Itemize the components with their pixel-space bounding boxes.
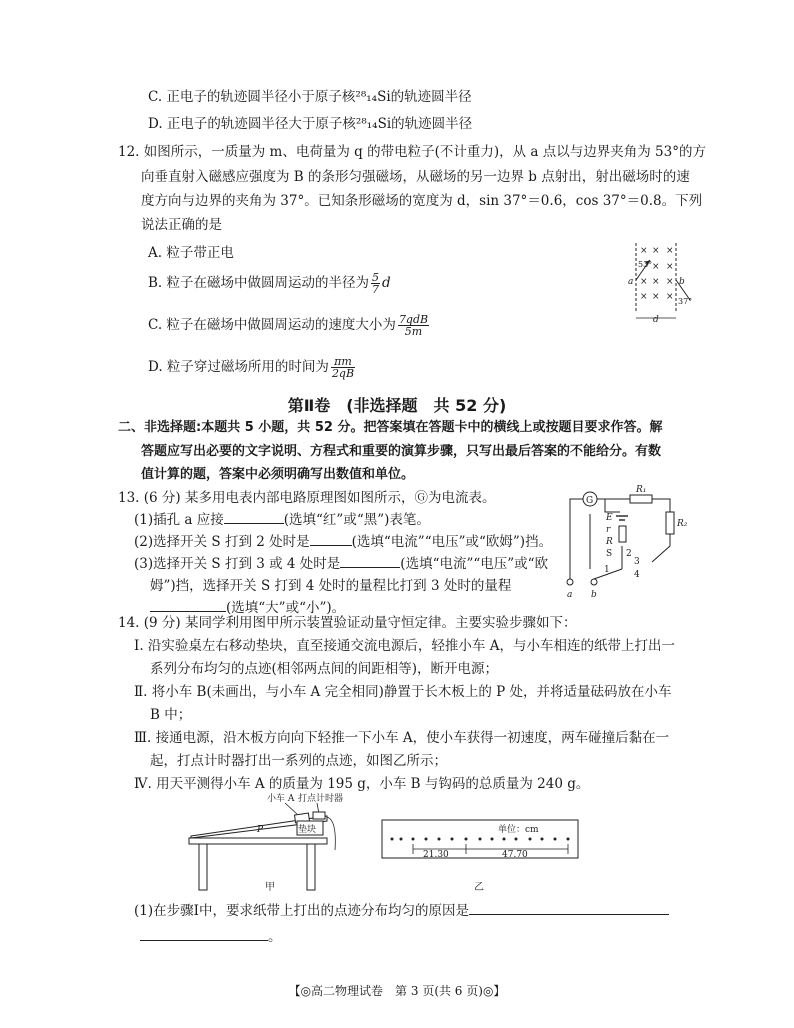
- cross-mark: ×: [652, 246, 660, 256]
- wire-to-contact-4: [652, 534, 670, 562]
- fraction-numerator: 7qdB: [398, 313, 429, 326]
- tape-dot: [400, 838, 403, 841]
- tape-dot: [554, 838, 557, 841]
- unit-label: 单位：cm: [498, 825, 539, 835]
- paper-tape-icon: [327, 817, 335, 850]
- angle-53-label: 53°: [638, 260, 653, 269]
- contact-3-label: 3: [634, 557, 640, 567]
- q12-option-c-fraction: [398, 314, 429, 337]
- tape-dot: [541, 838, 544, 841]
- cross-mark: ×: [666, 277, 674, 287]
- tape-dot: [479, 838, 482, 841]
- width-d-label: d: [653, 315, 659, 325]
- cross-mark: ×: [640, 292, 648, 302]
- timer-icon: [313, 812, 325, 819]
- q14-part1: [134, 902, 669, 920]
- contact-1-label: 1: [604, 565, 610, 575]
- table-leg-right: [307, 844, 315, 890]
- jack-a-label: a: [567, 590, 573, 600]
- cross-mark: ×: [652, 277, 660, 287]
- table-top: [189, 838, 327, 844]
- point-a-label: a: [628, 277, 634, 287]
- q14-step3-line1: Ⅲ. 接通电源，沿木板方向向下轻推一下小车 A，使小车获得一初速度，两车碰撞后黏在一: [134, 730, 670, 746]
- tape-dot: [412, 838, 415, 841]
- wire-battery: [605, 499, 620, 512]
- q13-answer-blank-2[interactable]: [310, 545, 352, 546]
- q14-step4: Ⅳ. 用天平测得小车 A 的质量为 195 g，小车 B 与钩码的总质量为 240 g。: [134, 776, 590, 792]
- q13-part1-text: (1)插孔 a 应接: [134, 512, 224, 528]
- timer-label: 打点计时器: [298, 794, 344, 804]
- q12-stem-line2: 向垂直射入磁感应强度为 B 的条形匀强磁场，从磁场的另一边界 b 点射出，射出磁场时的速: [141, 169, 690, 185]
- segment-2-length: 47.70: [502, 850, 528, 860]
- tape-dot: [503, 838, 506, 841]
- fraction-numerator: 5: [372, 271, 380, 284]
- q13-answer-blank-1[interactable]: [224, 523, 284, 524]
- internal-resistance-label: r: [606, 525, 611, 535]
- pad-block-label: 垫块: [298, 825, 317, 835]
- resistor-r2-icon: [666, 512, 674, 534]
- q12-option-c-text: C. 粒子在磁场中做圆周运动的速度大小为: [148, 317, 396, 333]
- section-2-instructions-line3: 值计算的题，答案中必须明确写出数值和单位。: [141, 467, 415, 482]
- q12-option-b-fraction: [371, 272, 380, 295]
- q14-answer-blank-1b[interactable]: [140, 940, 268, 941]
- q13-multimeter-circuit-diagram: [560, 484, 695, 602]
- cross-mark: ×: [666, 292, 674, 302]
- cross-mark: ×: [666, 246, 674, 256]
- cross-mark: ×: [666, 262, 674, 272]
- q13-part3-text: (3)选择开关 S 打到 3 或 4 处时是: [134, 556, 341, 572]
- figure-yi-caption: 乙: [474, 882, 484, 893]
- q12-option-d-text: D. 粒子穿过磁场所用的时间为: [148, 359, 329, 375]
- car-leader-line: [285, 803, 297, 814]
- q12-option-c: [148, 312, 431, 338]
- q12-option-d: [148, 354, 357, 380]
- field-crosses: [640, 246, 674, 302]
- q13-part3: [134, 555, 548, 573]
- q13-part3-line2: 姆”)挡，选择开关 S 打到 4 处时的量程比打到 3 处时的量程: [150, 578, 512, 594]
- q12-stem-line1: 12. 如图所示，一质量为 m、电荷量为 q 的带电粒子(不计重力)，从 a 点以与边界夹角为 53°的方: [118, 144, 706, 160]
- contact-2-label: 2: [626, 549, 632, 559]
- tape-dot: [529, 838, 532, 841]
- resistor-r2-label: R₂: [677, 519, 688, 529]
- q12-option-b-text: B. 粒子在磁场中做圆周运动的半径为: [148, 275, 370, 291]
- q14-step2-line2: B 中；: [150, 707, 192, 723]
- cross-mark: ×: [652, 262, 660, 272]
- cross-mark: ×: [640, 246, 648, 256]
- q13-answer-blank-3[interactable]: [340, 567, 400, 568]
- q13-part1: [134, 511, 430, 529]
- q13-part1-options: (选填“红”或“黑”)表笔。: [283, 512, 430, 528]
- q12-option-b: [148, 270, 391, 296]
- section-2-instructions-line2: 答题应写出必要的文字说明、方程式和重要的演算步骤，只写出最后答案的不能给分。有数: [141, 444, 662, 459]
- q14-part1-continued: [140, 928, 282, 946]
- q14-step1-line1: Ⅰ. 沿实验桌左右移动垫块，直至接通交流电源后，轻推小车 A，与小车相连的纸带上打出一: [134, 638, 675, 654]
- position-p-label: P: [257, 825, 264, 835]
- jack-b-label: b: [591, 590, 597, 600]
- q13-part3-line3-text: (选填“大”或“小”)。: [226, 600, 346, 616]
- table-leg-left: [199, 844, 207, 890]
- tape-dot: [465, 838, 468, 841]
- segment-1-length: 21.30: [423, 850, 449, 860]
- page-footer: 【◎高二物理试卷 第 3 页(共 6 页)◎】: [288, 984, 506, 998]
- wire-right-top: [652, 499, 670, 512]
- q13-part3-options: (选填“电流”“电压”或“欧: [400, 556, 549, 572]
- tape-dot: [391, 838, 394, 841]
- jack-a-icon: [567, 579, 573, 585]
- emf-label: E: [606, 513, 613, 523]
- switch-label: S: [606, 549, 613, 559]
- tape-dot: [515, 838, 518, 841]
- q14-part1-text: (1)在步骤Ⅰ中，要求纸带上打出的点迹分布均匀的原因是: [134, 903, 469, 919]
- tape-dot: [438, 838, 441, 841]
- resistor-r1-label: R₁: [636, 485, 647, 495]
- q14-step2-line1: Ⅱ. 将小车 B(未画出，与小车 A 完全相同)静置于长木板上的 P 处，并将适量砝码放在小车: [134, 684, 672, 700]
- point-b-label: b: [679, 277, 685, 287]
- q12-magnetic-field-diagram: [620, 240, 700, 325]
- q11-option-c: C. 正电子的轨迹圆半径小于原子核²⁸₁₄Si的轨迹圆半径: [148, 89, 472, 105]
- rheostat-icon: [619, 526, 626, 542]
- q12-option-a: A. 粒子带正电: [148, 245, 234, 261]
- section-2-instructions-line1: 二、非选择题:本题共 5 小题，共 52 分。把答案填在答题卡中的横线上或按题目要求作答。解: [118, 420, 663, 435]
- jack-b-icon: [591, 579, 597, 585]
- q14-step1-line2: 系列分布均匀的点迹(相邻两点间的间距相等)，断开电源；: [150, 661, 499, 677]
- tape-dot: [451, 838, 454, 841]
- angle-37-label: 37°: [678, 297, 693, 306]
- q11-option-d: D. 正电子的轨迹圆半径大于原子核²⁸₁₄Si的轨迹圆半径: [148, 116, 473, 132]
- tape-dot: [425, 838, 428, 841]
- cross-mark: ×: [640, 277, 648, 287]
- q12-option-d-fraction: [331, 356, 355, 379]
- q14-tape-diagram: [380, 818, 580, 902]
- q12-stem-line3: 度方向与边界的夹角为 37°。已知条形磁场的宽度为 d，sin 37°＝0.6，cos 37°＝0.8。下列: [141, 193, 703, 209]
- wire-left: [570, 499, 583, 579]
- q14-answer-blank-1[interactable]: [469, 914, 669, 915]
- galvanometer-label: G: [586, 496, 594, 506]
- tape-dot: [567, 838, 570, 841]
- resistor-r1-icon: [630, 495, 652, 503]
- q12-option-b-var: d: [382, 275, 391, 291]
- fraction-denominator: 7: [372, 283, 380, 296]
- q14-stem: 14. (9 分) 某同学利用图甲所示装置验证动量守恒定律。主要实验步骤如下：: [118, 615, 577, 631]
- q13-stem: 13. (6 分) 某多用电表内部电路原理图如图所示，Ⓖ为电流表。: [118, 490, 496, 506]
- q14-part1-end: 。: [268, 929, 282, 945]
- q12-stem-line4: 说法正确的是: [141, 217, 222, 233]
- q13-part2-text: (2)选择开关 S 打到 2 处时是: [134, 534, 310, 550]
- car-a-label: 小车 A: [267, 794, 295, 804]
- figure-jia-caption: 甲: [265, 882, 275, 893]
- q13-part2-options: (选填“电流”“电压”或“欧姆”)挡。: [351, 534, 553, 550]
- q14-apparatus-diagram: [185, 790, 355, 900]
- q13-answer-blank-4[interactable]: [150, 611, 226, 612]
- tape-dot: [491, 838, 494, 841]
- rheostat-label: R: [606, 537, 613, 547]
- contact-4-label: 4: [634, 570, 640, 580]
- fraction-denominator: 5m: [404, 325, 423, 338]
- fraction-denominator: 2qB: [331, 367, 355, 380]
- cross-mark: ×: [652, 292, 660, 302]
- fraction-numerator: πm: [331, 356, 355, 368]
- q13-part2: [134, 533, 552, 551]
- section-2-title: 第Ⅱ卷 (非选择题 共 52 分): [287, 396, 507, 415]
- q14-step3-line2: 起，打点计时器打出一系列的点迹，如图乙所示；: [150, 753, 447, 769]
